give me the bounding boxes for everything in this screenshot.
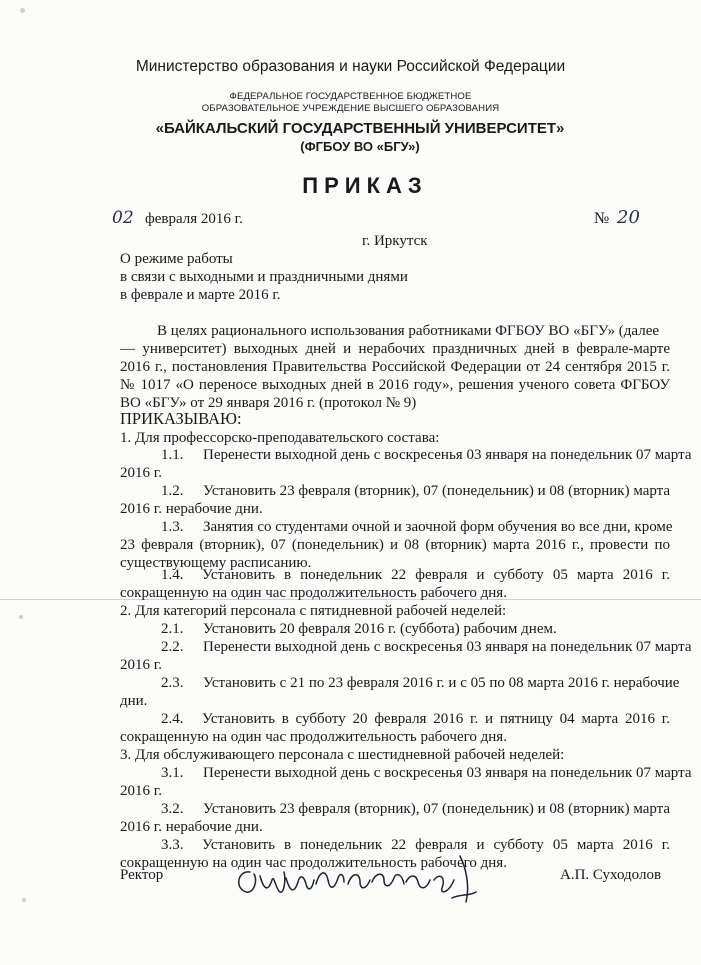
preamble-line: ВО «БГУ» от 29 января 2016 г. (протокол № 9)	[120, 395, 417, 411]
date-day-handwritten: 02	[112, 208, 134, 228]
item-text: 2016 г.	[120, 465, 162, 481]
item-number: 1.4.	[161, 567, 184, 583]
item-text: Перенести выходной день с воскресенья 03 января на понедельник 07 марта	[203, 639, 692, 655]
item-text: сокращенную на один час продолжительность рабочего дня.	[120, 585, 507, 601]
item-text: 2016 г.	[120, 783, 162, 799]
preamble-line: — университет) выходных дней и нерабочих праздничных дней в феврале-марте	[120, 341, 670, 357]
scan-speck	[19, 615, 23, 619]
section-heading: 1. Для профессорско-преподавательского состава:	[120, 430, 440, 446]
city: г. Иркутск	[362, 233, 428, 249]
section-heading: 3. Для обслуживающего персонала с шестидневной рабочей неделей:	[120, 747, 565, 763]
scan-speck	[20, 8, 25, 13]
item-text: 23 февраля (вторник), 07 (понедельник) и 08 (вторник) марта 2016 г., провести по	[120, 537, 670, 553]
item-text: Перенести выходной день с воскресенья 03 января на понедельник 07 марта	[203, 765, 692, 781]
item-text: Установить в понедельник 22 февраля и субботу 05 марта 2016 г.	[202, 567, 670, 583]
document-title: ПРИКАЗ	[302, 173, 428, 198]
item-number: 2.3.	[161, 675, 184, 691]
order-word: ПРИКАЗЫВАЮ:	[120, 409, 242, 428]
item-text: существующему расписанию.	[120, 555, 312, 571]
institution-type-line1: ФЕДЕРАЛЬНОЕ ГОСУДАРСТВЕННОЕ БЮДЖЕТНОЕ	[229, 91, 472, 102]
item-text: Установить в субботу 20 февраля 2016 г. и пятницу 04 марта 2016 г.	[202, 711, 670, 727]
item-number: 2.4.	[161, 711, 184, 727]
institution-type-line2: ОБРАЗОВАТЕЛЬНОЕ УЧРЕЖДЕНИЕ ВЫСШЕГО ОБРАЗОВАНИЯ	[201, 103, 500, 114]
preamble-line: № 1017 «О переносе выходных дней в 2016 году», решения ученого совета ФГБОУ	[120, 377, 670, 393]
item-text: Установить с 21 по 23 февраля 2016 г. и с 05 по 08 марта 2016 г. нерабочие	[203, 675, 680, 691]
item-text: Установить 20 февраля 2016 г. (суббота) рабочим днем.	[203, 621, 557, 637]
scan-speck	[22, 898, 26, 902]
preamble-line: В целях рационального использования работниками ФГБОУ ВО «БГУ» (далее	[157, 323, 660, 339]
item-number: 3.1.	[161, 765, 184, 781]
university-name: «БАЙКАЛЬСКИЙ ГОСУДАРСТВЕННЫЙ УНИВЕРСИТЕТ»	[155, 120, 565, 137]
order-number-handwritten: 20	[617, 207, 640, 228]
item-text: Занятия со студентами очной и заочной форм обучения во все дни, кроме	[203, 519, 673, 535]
item-text: сокращенную на один час продолжительность рабочего дня.	[120, 729, 507, 745]
item-number: 1.1.	[161, 447, 184, 463]
item-number: 2.2.	[161, 639, 184, 655]
item-text: дни.	[120, 693, 148, 709]
item-text: Установить 23 февраля (вторник), 07 (понедельник) и 08 (вторник) марта	[203, 801, 671, 817]
university-abbreviation: (ФГБОУ ВО «БГУ»)	[300, 139, 420, 154]
preamble-line: 2016 г., постановления Правительства Российской Федерации от 24 сентября 2015 г.	[120, 359, 670, 375]
subject-line-2: в связи с выходными и праздничными днями	[120, 269, 408, 285]
item-text: Перенести выходной день с воскресенья 03 января на понедельник 07 марта	[203, 447, 692, 463]
item-number: 3.3.	[161, 837, 184, 853]
item-number: 1.2.	[161, 483, 184, 499]
item-text: 2016 г. нерабочие дни.	[120, 501, 263, 517]
item-text: Установить 23 февраля (вторник), 07 (понедельник) и 08 (вторник) марта	[203, 483, 671, 499]
ministry-name: Министерство образования и науки Российской Федерации	[135, 58, 566, 75]
subject-line-3: в феврале и марте 2016 г.	[120, 287, 281, 303]
item-number: 2.1.	[161, 621, 184, 637]
item-text: 2016 г.	[120, 657, 162, 673]
item-text: Установить в понедельник 22 февраля и субботу 05 марта 2016 г.	[202, 837, 670, 853]
item-number: 3.2.	[161, 801, 184, 817]
handwritten-signature	[220, 850, 510, 910]
signatory-name: А.П. Суходолов	[560, 867, 662, 883]
item-text: сокращенную на один час продолжительность рабочего дня.	[120, 855, 507, 871]
section-heading: 2. Для категорий персонала с пятидневной рабочей неделей:	[120, 603, 507, 619]
item-number: 1.3.	[161, 519, 184, 535]
subject-line-1: О режиме работы	[120, 251, 233, 267]
date-text: февраля 2016 г.	[145, 211, 243, 227]
signatory-title: Ректор	[120, 867, 164, 883]
item-text: 2016 г. нерабочие дни.	[120, 819, 263, 835]
order-number-label: №	[594, 210, 610, 227]
